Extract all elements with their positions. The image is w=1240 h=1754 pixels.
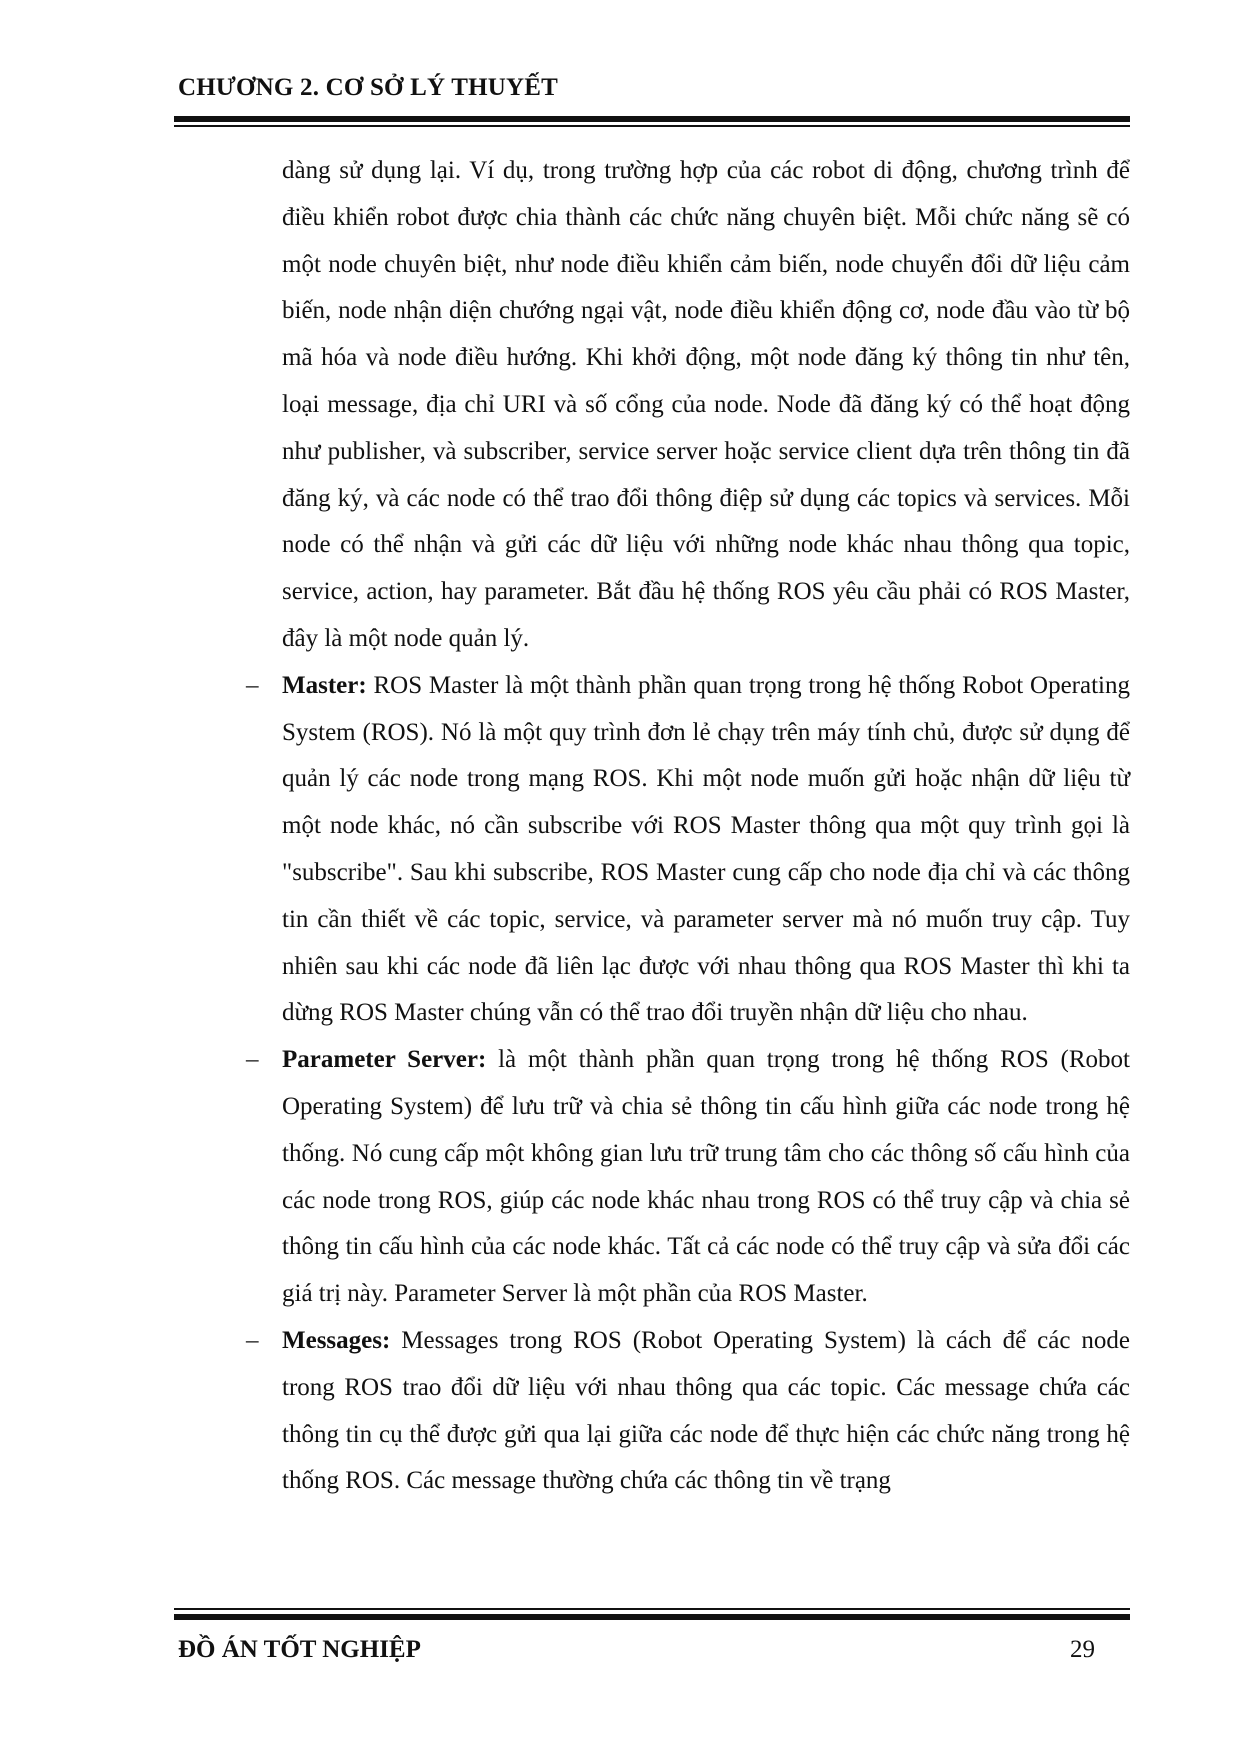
item-text-parameter-server: là một thành phần quan trọng trong hệ thống ROS (Robot Operating System) để lưu trữ và chia sẻ thông tin cấu hình giữa các node trong hệ thống. Nó cung cấp một không gian lưu trữ trung tâm cho các thông số cấu hình của các node trong ROS, giúp các node khác nhau trong ROS có thể truy cập và chia sẻ thông tin cấu hình của các node khác. Tất cả các node có thể truy cập và sửa đổi các giá trị này. Parameter Server là một phần của ROS Master. — [282, 1046, 1130, 1308]
term-master: Master: — [282, 671, 367, 699]
list-item-master — [246, 663, 1130, 1037]
dash-bullet: – — [246, 1046, 259, 1074]
header-rule-thick — [174, 116, 1130, 122]
footer-rule-thick — [174, 1614, 1130, 1620]
chapter-header: CHƯƠNG 2. CƠ SỞ LÝ THUYẾT — [178, 74, 559, 101]
page-number: 29 — [1070, 1636, 1095, 1663]
list-item-messages — [246, 1318, 1130, 1505]
dash-bullet: – — [246, 1326, 259, 1354]
footer-rule-thin — [174, 1608, 1130, 1610]
item-text-messages: Messages trong ROS (Robot Operating System) là cách để các node trong ROS trao đổi dữ liệu với nhau thông qua các topic. Các message chứa các thông tin cụ thể được gửi qua lại giữa các node để thực hiện các chức năng trong hệ thống ROS. Các message thường chứa các thông tin về trạng — [282, 1326, 1130, 1495]
term-messages: Messages: — [282, 1326, 391, 1354]
list-item-parameter-server — [246, 1037, 1130, 1318]
header-rule-thin — [174, 125, 1130, 127]
item-text-master: ROS Master là một thành phần quan trọng trong hệ thống Robot Operating System (ROS). Nó là một quy trình đơn lẻ chạy trên máy tính chủ, được sử dụng để quản lý các node trong mạng ROS. Khi một node muốn gửi hoặc nhận dữ liệu từ một node khác, nó cần subscribe với ROS Master thông qua một quy trình gọi là "subscribe". Sau khi subscribe, ROS Master cung cấp cho node địa chỉ và các thông tin cần thiết về các topic, service, và parameter server mà nó muốn truy cập. Tuy nhiên sau khi các node đã liên lạc được với nhau thông qua ROS Master thì khi ta dừng ROS Master chúng vẫn có thể trao đổi truyền nhận dữ liệu cho nhau. — [282, 671, 1130, 1027]
dash-bullet: – — [246, 671, 259, 699]
term-parameter-server: Parameter Server: — [282, 1046, 487, 1074]
intro-paragraph: dàng sử dụng lại. Ví dụ, trong trường hợp của các robot di động, chương trình để điều khiển robot được chia thành các chức năng chuyên biệt. Mỗi chức năng sẽ có một node chuyên biệt, như node điều khiển cảm biến, node chuyển đổi dữ liệu cảm biến, node nhận diện chướng ngại vật, node điều khiển động cơ, node đầu vào từ bộ mã hóa và node điều hướng. Khi khởi động, một node đăng ký thông tin như tên, loại message, địa chỉ URI và số cổng của node. Node đã đăng ký có thể hoạt động như publisher, và subscriber, service server hoặc service client dựa trên thông tin đã đăng ký, và các node có thể trao đổi thông điệp sử dụng các topics và services. Mỗi node có thể nhận và gửi các dữ liệu với những node khác nhau thông qua topic, service, action, hay parameter. Bắt đầu hệ thống ROS yêu cầu phải có ROS Master, đây là một node quản lý. — [282, 157, 1130, 652]
footer-label: ĐỒ ÁN TỐT NGHIỆP — [178, 1636, 421, 1663]
page-body — [246, 148, 1130, 1505]
